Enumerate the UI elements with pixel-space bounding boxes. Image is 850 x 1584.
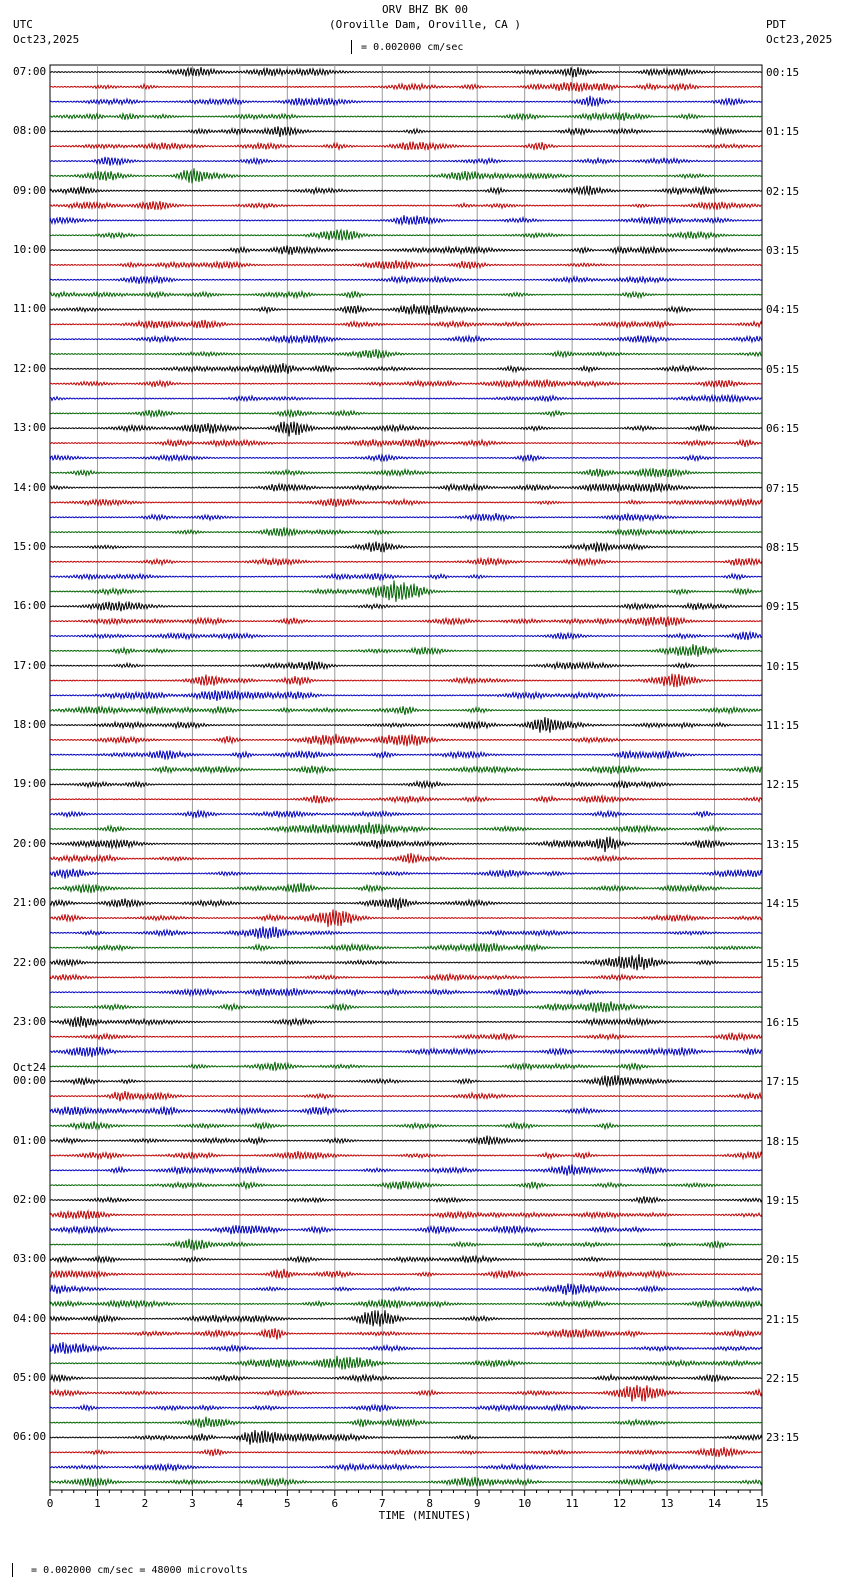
right-hour-label: 03:15 — [766, 244, 800, 258]
seismic-trace — [50, 974, 762, 981]
seismic-trace — [50, 395, 762, 402]
right-hour-label: 08:15 — [766, 540, 800, 554]
seismic-trace — [50, 410, 762, 418]
seismic-trace — [50, 439, 762, 448]
left-hour-label: 00:00 — [13, 1074, 47, 1088]
seismic-trace — [50, 632, 762, 640]
right-hour-label: 14:15 — [766, 897, 800, 911]
right-hour-label: 22:15 — [766, 1372, 800, 1386]
seismic-trace — [50, 349, 762, 359]
left-timezone: UTC — [13, 18, 33, 31]
seismic-trace — [50, 455, 762, 462]
seismic-trace — [50, 1239, 762, 1251]
seismic-trace — [50, 304, 762, 315]
seismic-trace — [50, 142, 762, 151]
seismic-trace — [50, 602, 762, 612]
left-hour-label: 04:00 — [13, 1311, 47, 1325]
right-hour-label: 12:15 — [766, 778, 800, 792]
x-tick-label: 0 — [46, 1497, 54, 1510]
seismic-trace — [50, 1062, 762, 1071]
x-tick-label: 4 — [236, 1497, 244, 1510]
left-hour-label: 10:00 — [13, 243, 47, 257]
seismic-trace — [50, 513, 762, 521]
right-hour-label: 07:15 — [766, 481, 800, 495]
x-tick-label: 14 — [707, 1497, 722, 1510]
seismic-trace — [50, 379, 762, 387]
seismic-trace — [50, 1047, 762, 1057]
seismic-trace — [50, 954, 762, 970]
seismic-trace — [50, 157, 762, 166]
seismic-trace — [50, 1225, 762, 1234]
seismic-trace — [50, 1196, 762, 1203]
left-hour-label: 21:00 — [13, 896, 47, 910]
seismic-trace — [50, 811, 762, 818]
left-hour-label: 01:00 — [13, 1133, 47, 1147]
left-hour-label: 02:00 — [13, 1193, 47, 1206]
left-hour-label: 09:00 — [13, 183, 47, 197]
x-tick-label: 6 — [331, 1497, 339, 1510]
seismic-trace — [50, 909, 762, 927]
right-hour-label: 18:15 — [766, 1134, 800, 1148]
x-tick-label: 8 — [426, 1497, 434, 1510]
left-hour-label: 18:00 — [13, 718, 47, 732]
right-hour-label: 09:15 — [766, 600, 800, 614]
seismic-trace — [50, 335, 762, 343]
seismic-trace — [50, 1033, 762, 1041]
footer-scale-text: = 0.002000 cm/sec = 48000 microvolts — [31, 1565, 248, 1576]
footer-scale-bar-icon — [12, 1563, 19, 1577]
seismic-trace — [50, 1106, 762, 1115]
seismic-trace — [50, 674, 762, 688]
right-hour-label: 00:15 — [766, 66, 800, 79]
right-hour-label: 04:15 — [766, 303, 800, 317]
seismic-trace — [50, 717, 762, 733]
x-tick-label: 9 — [473, 1497, 481, 1510]
seismic-trace — [50, 795, 762, 803]
right-hour-label: 21:15 — [766, 1312, 800, 1326]
seismic-trace — [50, 837, 762, 853]
left-hour-label: 06:00 — [13, 1430, 47, 1444]
seismic-trace — [50, 96, 762, 107]
seismic-trace — [50, 215, 762, 224]
seismic-trace — [50, 483, 762, 492]
seismic-trace — [50, 1417, 762, 1428]
left-hour-label: 12:00 — [13, 361, 47, 375]
x-tick-label: 7 — [378, 1497, 386, 1510]
seismic-trace — [50, 542, 762, 553]
right-hour-label: 17:15 — [766, 1075, 800, 1089]
right-hour-label: 02:15 — [766, 184, 800, 198]
date-change-label: Oct24 — [13, 1061, 47, 1075]
seismic-trace — [50, 168, 762, 183]
left-hour-label: 15:00 — [13, 539, 47, 553]
seismic-trace — [50, 1211, 762, 1220]
left-hour-label: 11:00 — [13, 302, 47, 316]
seismic-trace — [50, 869, 762, 879]
seismic-trace — [50, 617, 762, 627]
right-hour-label: 01:15 — [766, 125, 800, 139]
x-tick-label: 11 — [565, 1497, 579, 1510]
seismic-trace — [50, 1121, 762, 1129]
footer-scale — [2, 1563, 248, 1577]
right-hour-label: 11:15 — [766, 719, 800, 733]
seismic-trace — [50, 186, 762, 195]
x-tick-label: 10 — [518, 1497, 532, 1510]
seismic-trace — [50, 1356, 762, 1370]
right-hour-label: 13:15 — [766, 837, 800, 851]
seismic-trace — [50, 246, 762, 255]
right-hour-label: 05:15 — [766, 362, 800, 376]
seismic-trace — [50, 422, 762, 437]
seismic-trace — [50, 276, 762, 284]
seismic-trace — [50, 1016, 762, 1027]
seismic-trace — [50, 1328, 762, 1339]
seismic-trace — [50, 1342, 762, 1354]
seismic-trace — [50, 112, 762, 120]
right-hour-label: 16:15 — [766, 1015, 800, 1029]
seismic-trace — [50, 898, 762, 910]
seismic-trace — [50, 573, 762, 580]
left-hour-label: 13:00 — [13, 421, 47, 435]
seismic-trace — [50, 230, 762, 241]
station-location: (Oroville Dam, Oroville, CA ) — [328, 18, 522, 31]
x-tick-label: 5 — [284, 1497, 291, 1510]
seismic-trace — [50, 1075, 762, 1086]
seismic-trace — [50, 1256, 762, 1263]
seismic-trace — [50, 82, 762, 92]
left-date: Oct23,2025 — [13, 33, 80, 46]
seismic-trace — [50, 943, 762, 952]
seismic-trace — [50, 853, 762, 863]
trace-layer — [50, 67, 762, 1487]
seismic-trace — [50, 1299, 762, 1308]
seismic-trace — [50, 988, 762, 996]
left-hour-label: 16:00 — [13, 599, 47, 613]
left-hour-label: 19:00 — [13, 777, 47, 791]
seismic-trace — [50, 690, 762, 701]
seismic-trace — [50, 706, 762, 715]
seismic-trace — [50, 1181, 762, 1189]
seismic-trace — [50, 766, 762, 774]
seismic-trace — [50, 320, 762, 329]
seismic-trace — [50, 1375, 762, 1382]
x-tick-label: 15 — [755, 1497, 769, 1510]
right-hour-label: 23:15 — [766, 1431, 800, 1445]
x-axis-title: TIME (MINUTES) — [378, 1509, 472, 1522]
seismic-trace — [50, 580, 762, 602]
seismic-trace — [50, 927, 762, 939]
left-hour-label: 05:00 — [13, 1371, 47, 1385]
right-hour-label: 06:15 — [766, 422, 800, 436]
seismic-trace — [50, 1136, 762, 1145]
seismic-trace — [50, 468, 762, 477]
seismic-trace — [50, 644, 762, 657]
seismic-trace — [50, 1310, 762, 1326]
x-tick-label: 13 — [660, 1497, 674, 1510]
station-title: ORV BHZ BK 00 — [381, 3, 469, 16]
seismic-trace — [50, 363, 762, 374]
left-hour-label: 08:00 — [13, 124, 47, 138]
seismic-trace — [50, 822, 762, 834]
x-tick-label: 12 — [612, 1497, 627, 1510]
right-date: Oct23,2025 — [766, 33, 833, 46]
seismic-trace — [50, 1405, 762, 1412]
left-hour-label: 17:00 — [13, 658, 47, 672]
seismic-trace — [50, 661, 762, 670]
x-axis — [47, 1490, 769, 1510]
left-hour-label: 22:00 — [13, 955, 47, 969]
seismic-trace — [50, 1001, 762, 1012]
seismic-trace — [50, 1091, 762, 1101]
right-hour-label: 19:15 — [766, 1194, 800, 1207]
seismic-trace — [50, 1269, 762, 1279]
right-timezone: PDT — [766, 18, 786, 31]
seismic-trace — [50, 1447, 762, 1457]
seismic-trace — [50, 291, 762, 298]
seismic-trace — [50, 260, 762, 269]
seismic-trace — [50, 498, 762, 507]
left-hour-label: 03:00 — [13, 1252, 47, 1266]
x-tick-label: 3 — [189, 1497, 196, 1510]
seismic-trace — [50, 1151, 762, 1159]
seismic-trace — [50, 750, 762, 759]
right-hour-label: 10:15 — [766, 659, 800, 673]
seismic-trace — [50, 1283, 762, 1295]
x-tick-label: 2 — [141, 1497, 149, 1510]
seismic-trace — [50, 781, 762, 788]
seismic-trace — [50, 734, 762, 746]
left-hour-label: 20:00 — [13, 836, 47, 850]
right-hour-label: 20:15 — [766, 1253, 800, 1267]
seismic-trace — [50, 126, 762, 137]
seismic-trace — [50, 1477, 762, 1487]
seismic-trace — [50, 1464, 762, 1471]
left-hour-label: 07:00 — [13, 65, 47, 78]
seismic-trace — [50, 1385, 762, 1402]
left-hour-label: 23:00 — [13, 1014, 47, 1028]
seismic-trace — [50, 201, 762, 210]
x-tick-label: 1 — [94, 1497, 101, 1510]
seismic-trace — [50, 1430, 762, 1445]
seismic-trace — [50, 527, 762, 536]
seismic-trace — [50, 67, 762, 77]
right-hour-label: 15:15 — [766, 956, 800, 970]
scale-text: = 0.002000 cm/sec — [361, 42, 464, 53]
seismic-trace — [50, 558, 762, 566]
seismic-trace — [50, 883, 762, 893]
left-hour-label: 14:00 — [13, 480, 47, 494]
seismic-trace — [50, 1164, 762, 1175]
